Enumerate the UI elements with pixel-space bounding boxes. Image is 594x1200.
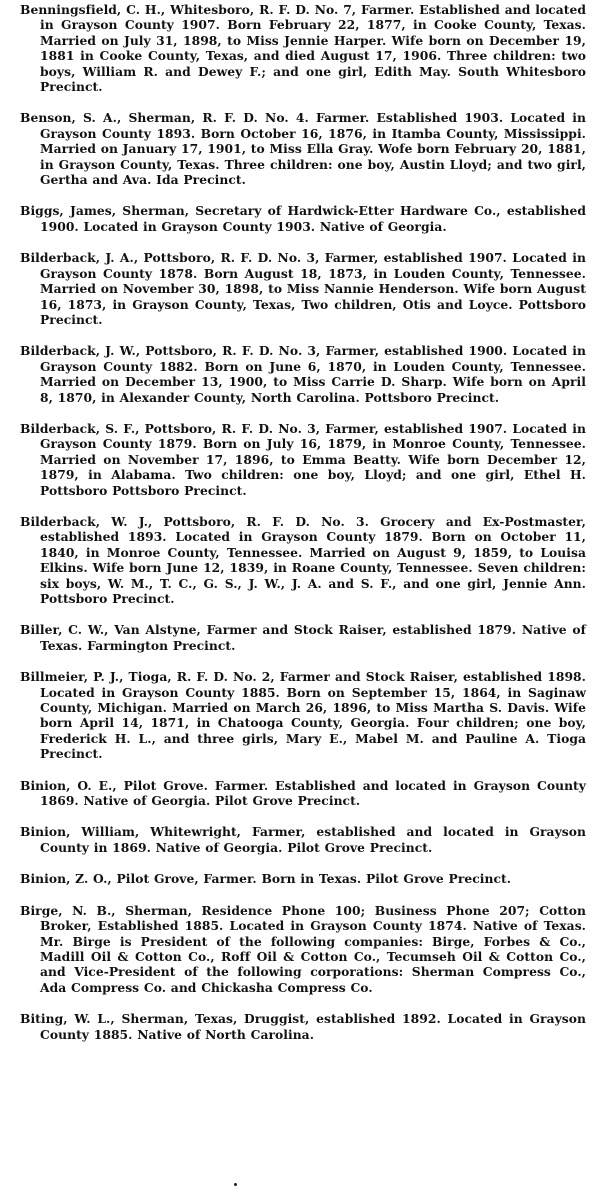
entry-benningsfield-c-h: Benningsfield, C. H., Whitesboro, R. F. D. No. 7, Farmer. Established and located in Grayson County 1907. Born February 22, 1877, in Cooke County, Texas. Married on July 31, 1898, to Miss Jennie Harper. Wife born on December 19, 1881 in Cooke County, Texas, and died August 17, 1906. Three children: two boys, William R. and Dewey F.; and one girl, Edith May. South Whitesboro Precinct.: [20, 2, 586, 95]
entry-biting-w-l: Biting, W. L., Sherman, Texas, Druggist, established 1892. Located in Grayson County 1885. Native of North Carolina.: [20, 1011, 586, 1042]
entry-benson-s-a: Benson, S. A., Sherman, R. F. D. No. 4. Farmer. Established 1903. Located in Grayson County 1893. Born October 16, 1876, in Itamba County, Mississippi. Married on January 17, 1901, to Miss Ella Gray. Wofe born February 20, 1881, in Grayson County, Texas. Three children: one boy, Austin Lloyd; and two girl, Gertha and Ava. Ida Precinct.: [20, 110, 586, 188]
entry-bilderback-j-w: Bilderback, J. W., Pottsboro, R. F. D. No. 3, Farmer, established 1900. Located in Grayson County 1882. Born on June 6, 1870, in Louden County, Tennessee. Married on December 13, 1900, to Miss Carrie D. Sharp. Wife born on April 8, 1870, in Alexander County, North Carolina. Pottsboro Precinct.: [20, 343, 586, 405]
entry-bilderback-w-j: Bilderback, W. J., Pottsboro, R. F. D. No. 3. Grocery and Ex-Postmaster, established 1893. Located in Grayson County 1879. Born on October 11, 1840, in Monroe County, Tennessee. Married on August 9, 1859, to Louisa Elkins. Wife born June 12, 1839, in Roane County, Tennessee. Seven children: six boys, W. M., T. C., G. S., J. W., J. A. and S. F., and one girl, Jennie Ann. Pottsboro Precinct.: [20, 513, 586, 606]
entry-bilderback-j-a: Bilderback, J. A., Pottsboro, R. F. D. No. 3, Farmer, established 1907. Located in Grayson County 1878. Born August 18, 1873, in Louden County, Tennessee. Married on November 30, 1898, to Miss Nannie Henderson. Wife born August 16, 1873, in Grayson County, Texas, Two children, Otis and Loyce. Pottsboro Precinct.: [20, 250, 586, 327]
entry-biller-c-w: Biller, C. W., Van Alstyne, Farmer and Stock Raiser, established 1879. Native of Texas. Farmington Precinct.: [20, 622, 586, 653]
entry-bilderback-s-f: Bilderback, S. F., Pottsboro, R. F. D. No. 3, Farmer, established 1907. Located in Grayson County 1879. Born on July 16, 1879, in Monroe County, Tennessee. Married on November 17, 1896, to Emma Beatty. Wife born December 12, 1879, in Alabama. Two children: one boy, Lloyd; and one girl, Ethel H. Pottsboro Pottsboro Precinct.: [20, 420, 586, 498]
entry-birge-n-b: Birge, N. B., Sherman, Residence Phone 100; Business Phone 207; Cotton Broker, Established 1885. Located in Grayson County 1874. Native of Texas. Mr. Birge is President of the following companies: Birge, Forbes & Co., Madill Oil & Cotton Co., Roff Oil & Cotton Co., Tecumseh Oil & Cotton Co., and Vice-President of the following corporations: Sherman Compress Co., Ada Compress Co. and Chickasha Compress Co.: [20, 902, 586, 995]
entry-billmeier-p-j: Billmeier, P. J., Tioga, R. F. D. No. 2, Farmer and Stock Raiser, established 1898. Located in Grayson County 1885. Born on September 15, 1864, in Saginaw County, Michigan. Married on March 26, 1896, to Miss Martha S. Davis. Wife born April 14, 1871, in Chatooga County, Georgia. Four children; one boy, Frederick H. L., and three girls, Mary E., Mabel M. and Pauline A. Tioga Precinct.: [20, 669, 586, 762]
entry-biggs-james: Biggs, James, Sherman, Secretary of Hardwick-Etter Hardware Co., established 1900. Located in Grayson County 1903. Native of Georgia.: [20, 203, 586, 234]
entry-binion-z-o: Binion, Z. O., Pilot Grove, Farmer. Born in Texas. Pilot Grove Precinct.: [20, 871, 512, 887]
page-speck-mark: [234, 1183, 237, 1186]
entry-binion-o-e: Binion, O. E., Pilot Grove. Farmer. Established and located in Grayson County 1869. Native of Georgia. Pilot Grove Precinct.: [20, 777, 586, 809]
entry-binion-william: Binion, William, Whitewright, Farmer, established and located in Grayson County in 1869. Native of Georgia. Pilot Grove Precinct.: [20, 824, 586, 855]
